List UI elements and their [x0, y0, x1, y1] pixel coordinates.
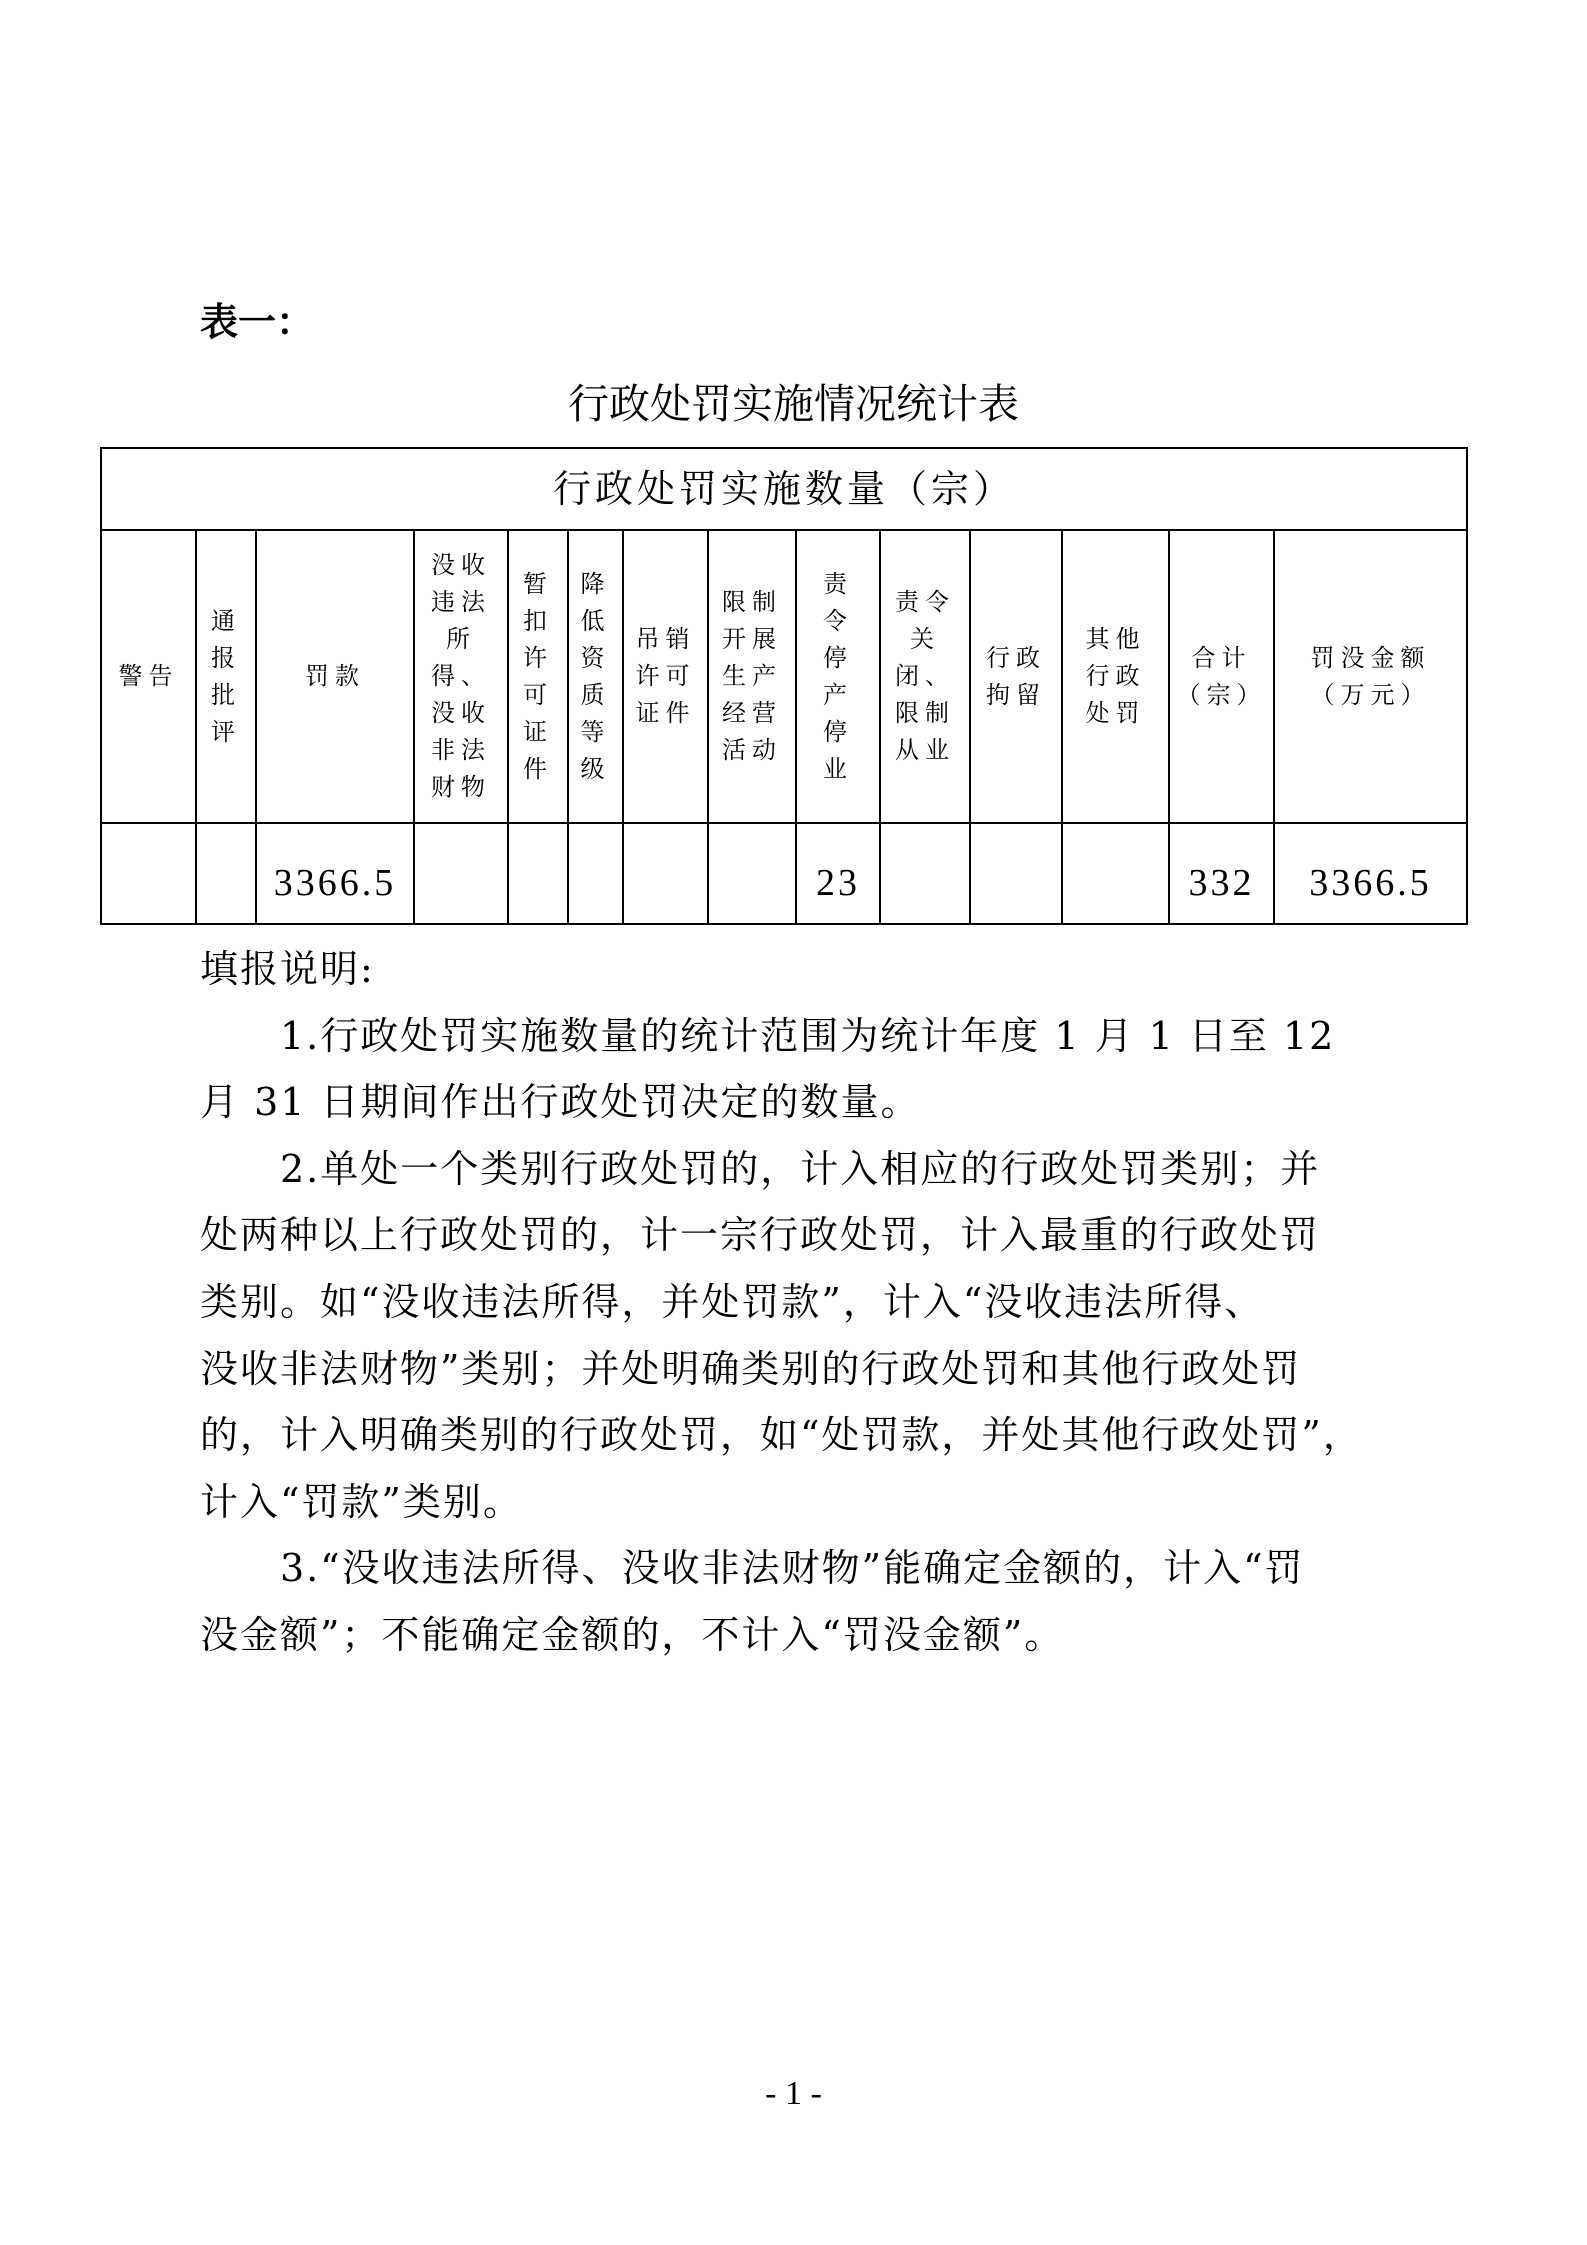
column-header-line: 经营	[722, 699, 782, 727]
table-row	[101, 823, 1467, 924]
column-header-line: 停	[823, 717, 853, 746]
column-header-line: 停	[823, 643, 853, 672]
column-header-line: 从业	[895, 736, 955, 764]
column-header-line: 产	[823, 680, 853, 709]
filling-instructions	[200, 936, 1400, 1669]
column-header	[568, 530, 623, 823]
column-header-line: 业	[823, 754, 853, 783]
column-header-line: 活动	[722, 736, 782, 764]
column-header	[196, 530, 256, 823]
column-header-line: 责	[823, 569, 853, 598]
table-cell	[880, 823, 970, 924]
cell-value: 3366.5	[1309, 861, 1432, 904]
column-header-line: 级	[580, 754, 611, 783]
note-line: 的，计入明确类别的行政处罚，如“处罚款，并处其他行政处罚”，	[200, 1413, 1363, 1458]
table-cell	[256, 823, 414, 924]
column-header-line: 件	[523, 754, 553, 783]
column-header-line: 扣	[523, 606, 553, 635]
column-header-line: 没收	[431, 699, 491, 727]
column-header-line: 得、	[431, 662, 491, 690]
column-header-line: 行政	[1085, 662, 1146, 690]
table-cell	[1062, 823, 1169, 924]
column-header-line: 降	[580, 569, 611, 598]
column-header-line: 没收	[431, 551, 491, 579]
instructions-heading: 填报说明:	[200, 947, 375, 991]
cell-value	[415, 865, 507, 883]
penalty-statistics-table	[100, 447, 1468, 925]
column-header-line: 暂	[523, 569, 553, 598]
column-header-line: 处罚	[1085, 699, 1146, 727]
column-header-line: 闭、	[895, 662, 955, 690]
column-header-line: 开展	[722, 625, 782, 653]
cell-value	[709, 865, 795, 883]
column-header-line: 所	[446, 625, 476, 653]
column-header-line: （万元）	[1310, 680, 1431, 709]
column-header	[880, 530, 970, 823]
column-header-line: 质	[580, 680, 611, 709]
column-header	[101, 530, 196, 823]
column-header-line: 批	[211, 680, 241, 709]
column-header-line: 评	[211, 717, 241, 746]
note-line: 没收非法财物”类别；并处明确类别的行政处罚和其他行政处罚	[200, 1346, 1302, 1391]
cell-value	[569, 865, 622, 883]
table-cell	[196, 823, 256, 924]
column-header	[796, 530, 880, 823]
note-line: 没金额”；不能确定金额的，不计入“罚没金额”。	[200, 1612, 1065, 1657]
column-header-line: 资	[580, 643, 611, 672]
cell-value: 3366.5	[273, 861, 397, 904]
column-header-line: 低	[580, 606, 611, 635]
column-header-line: 关	[910, 625, 940, 653]
table-cell	[708, 823, 796, 924]
column-header-line: 限制	[895, 699, 955, 727]
column-header	[708, 530, 796, 823]
note-line: 月 31 日期间作出行政处罚决定的数量。	[200, 1080, 921, 1125]
column-header-line: 责令	[895, 588, 955, 616]
table-cell	[970, 823, 1062, 924]
column-header-line: 非法	[431, 736, 491, 764]
table-cell	[568, 823, 623, 924]
table-cell	[508, 823, 568, 924]
column-header-line: 可	[523, 680, 553, 709]
note-line: 计入“罚款”类别。	[200, 1479, 523, 1524]
table-cell	[414, 823, 508, 924]
column-header-line: 行政	[986, 643, 1046, 672]
cell-value	[881, 865, 969, 883]
cell-value	[624, 865, 707, 883]
cell-value	[102, 865, 195, 883]
column-header-line: 证件	[635, 699, 696, 727]
column-header	[623, 530, 708, 823]
column-header-line: 通	[211, 606, 241, 635]
document-title: 行政处罚实施情况统计表	[568, 380, 1019, 428]
column-header	[1274, 530, 1467, 823]
table-cell	[1169, 823, 1274, 924]
column-header-line: 限制	[722, 588, 782, 616]
column-header-line: 罚没金额	[1310, 643, 1431, 672]
column-header-row	[101, 530, 1467, 823]
group-header: 行政处罚实施数量（宗）	[101, 448, 1467, 530]
column-header-line: 令	[823, 606, 853, 635]
table-cell	[623, 823, 708, 924]
cell-value: 332	[1188, 861, 1255, 904]
note-line: 3.“没收违法所得、没收非法财物”能确定金额的，计入“罚	[280, 1546, 1305, 1591]
note-line: 处两种以上行政处罚的，计一宗行政处罚，计入最重的行政处罚	[200, 1213, 1321, 1258]
column-header	[256, 530, 414, 823]
table-cell	[101, 823, 196, 924]
note-line: 类别。如“没收违法所得，并处罚款”，计入“没收违法所得、	[200, 1279, 1265, 1324]
cell-value	[971, 865, 1061, 883]
cell-value	[1063, 865, 1168, 883]
column-header-line: 财物	[431, 773, 491, 801]
column-header	[1169, 530, 1274, 823]
table-cell	[796, 823, 880, 924]
column-header-line: 警告	[118, 662, 179, 690]
column-header	[508, 530, 568, 823]
column-header-line: （宗）	[1176, 680, 1267, 709]
cell-value: 23	[816, 861, 860, 904]
column-header-line: 许可	[635, 662, 696, 690]
column-header-line: 吊销	[635, 625, 696, 653]
column-header-line: 违法	[431, 588, 491, 616]
column-header-line: 报	[211, 643, 241, 672]
column-header-line: 许	[523, 643, 553, 672]
note-line: 2.单处一个类别行政处罚的，计入相应的行政处罚类别；并	[280, 1146, 1321, 1191]
column-header-line: 等	[580, 717, 611, 746]
cell-value	[509, 865, 567, 883]
column-header-line: 证	[523, 717, 553, 746]
column-header-line: 其他	[1085, 625, 1146, 653]
column-header-line: 罚款	[305, 662, 365, 690]
column-header-line: 合计	[1191, 643, 1252, 672]
column-header	[970, 530, 1062, 823]
column-header	[414, 530, 508, 823]
table-cell	[1274, 823, 1467, 924]
table-label: 表一：	[200, 300, 315, 344]
note-line: 1.行政处罚实施数量的统计范围为统计年度 1 月 1 日至 12	[280, 1013, 1336, 1058]
page-number: - 1 -	[765, 2075, 822, 2112]
column-header-line: 生产	[722, 662, 782, 690]
column-header-line: 拘留	[986, 680, 1046, 709]
cell-value	[197, 865, 255, 883]
column-header	[1062, 530, 1169, 823]
